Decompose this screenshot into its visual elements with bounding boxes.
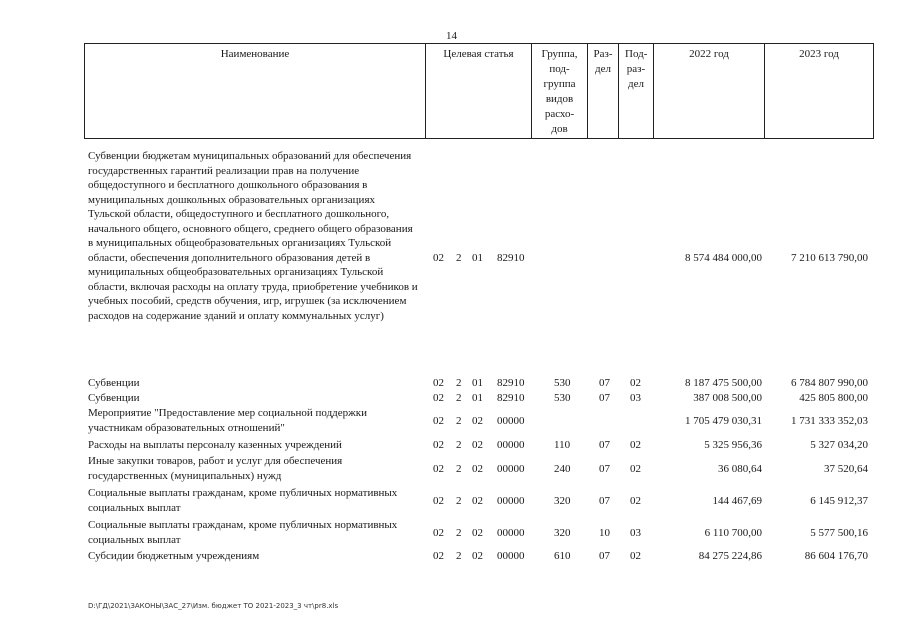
row-group: 110 xyxy=(554,439,571,451)
row-2023: 37 520,64 xyxy=(824,463,868,475)
row-2022: 84 275 224,86 xyxy=(698,550,762,562)
row-section: 07 xyxy=(599,439,610,451)
row-group: 530 xyxy=(554,392,571,404)
row-subsection: 02 xyxy=(630,495,641,507)
row-t2: 2 xyxy=(456,392,462,404)
row-t3: 02 xyxy=(472,550,483,562)
row-2023: 1 731 333 352,03 xyxy=(791,415,868,427)
row-section: 10 xyxy=(599,527,610,539)
row-name: Социальные выплаты гражданам, кроме публичных нормативных социальных выплат xyxy=(88,487,398,514)
row-t2: 2 xyxy=(456,439,462,451)
row-2023: 425 805 800,00 xyxy=(799,392,868,404)
page-number: 14 xyxy=(446,30,457,42)
table-header xyxy=(84,43,874,139)
row-2022: 5 325 956,36 xyxy=(704,439,762,451)
row-t4: 00000 xyxy=(497,550,525,562)
row-subsection: 02 xyxy=(630,439,641,451)
row-t2: 2 xyxy=(456,550,462,562)
row-subsection: 02 xyxy=(630,463,641,475)
row-subsection: 02 xyxy=(630,550,641,562)
row-t1: 02 xyxy=(433,495,444,507)
row-t3: 02 xyxy=(472,439,483,451)
row-name: Субсидии бюджетным учреждениям xyxy=(88,550,260,562)
row-section: 07 xyxy=(599,550,610,562)
row-subsection: 03 xyxy=(630,392,641,404)
row-t2: 2 xyxy=(456,463,462,475)
row-t4: 00000 xyxy=(497,527,525,539)
row-2022: 6 110 700,00 xyxy=(704,527,762,539)
header-2023: 2023 год xyxy=(799,48,839,60)
row-t1: 02 xyxy=(433,463,444,475)
row-2023: 6 784 807 990,00 xyxy=(791,377,868,389)
row-2022: 36 080,64 xyxy=(718,463,762,475)
row-t4: 82910 xyxy=(497,377,525,389)
row-t2: 2 xyxy=(456,415,462,427)
row-t4: 00000 xyxy=(497,495,525,507)
row-2023: 6 145 912,37 xyxy=(810,495,868,507)
row-name: Субвенции бюджетам муниципальных образований для обеспечения государственных гарантий реализации прав на получение общедоступного и бесплатного дошкольного образования в муниципальных дошкольных образовательных организациях Тульской области, общедоступного и бесплатного дошкольного, начального общего, основного общего, среднего общего образования в муниципальных общеобразовательных организациях Тульской области, обеспечения дополнительного образования детей в муниципальных общеобразовательных организациях Тульской области, включая расходы на оплату труда, приобретение учебников и учебных пособий, средств обучения, игр, игрушек (за исключением расходов на содержание зданий и оплату коммунальных услуг) xyxy=(88,150,418,322)
row-t1: 02 xyxy=(433,252,444,264)
header-section: Раз- дел xyxy=(593,48,613,75)
row-t3: 01 xyxy=(472,392,483,404)
row-t2: 2 xyxy=(456,377,462,389)
row-t1: 02 xyxy=(433,392,444,404)
row-t4: 82910 xyxy=(497,252,525,264)
header-subsection: Под- раз- дел xyxy=(625,48,648,90)
header-name: Наименование xyxy=(220,48,290,60)
row-t2: 2 xyxy=(456,495,462,507)
row-t1: 02 xyxy=(433,527,444,539)
row-2023: 86 604 176,70 xyxy=(804,550,868,562)
row-t4: 00000 xyxy=(497,439,525,451)
row-t2: 2 xyxy=(456,252,462,264)
row-t2: 2 xyxy=(456,527,462,539)
row-t3: 01 xyxy=(472,252,483,264)
header-group: Группа, под- группа видов расхо- дов xyxy=(541,48,578,135)
row-section: 07 xyxy=(599,495,610,507)
row-2023: 7 210 613 790,00 xyxy=(791,252,868,264)
row-t1: 02 xyxy=(433,550,444,562)
header-target: Целевая статья xyxy=(443,48,514,60)
row-2022: 144 467,69 xyxy=(712,495,762,507)
row-section: 07 xyxy=(599,392,610,404)
row-subsection: 03 xyxy=(630,527,641,539)
file-path-footer: D:\ГД\2021\ЗАКОНЫ\ЗАС_27\Изм. бюджет ТО 2021-2023_3 чт\pr8.xls xyxy=(88,602,339,610)
row-name: Социальные выплаты гражданам, кроме публичных нормативных социальных выплат xyxy=(88,519,398,546)
row-t3: 01 xyxy=(472,377,483,389)
row-section: 07 xyxy=(599,463,610,475)
row-2022: 8 187 475 500,00 xyxy=(685,377,762,389)
row-section: 07 xyxy=(599,377,610,389)
row-name: Субвенции xyxy=(88,392,140,404)
row-subsection: 02 xyxy=(630,377,641,389)
header-2022: 2022 год xyxy=(689,48,729,60)
row-t4: 00000 xyxy=(497,415,525,427)
row-t1: 02 xyxy=(433,377,444,389)
row-name: Иные закупки товаров, работ и услуг для обеспечения государственных (муниципальных) нужд xyxy=(88,455,343,482)
row-2022: 387 008 500,00 xyxy=(693,392,762,404)
row-2023: 5 327 034,20 xyxy=(810,439,868,451)
row-t3: 02 xyxy=(472,527,483,539)
row-t1: 02 xyxy=(433,415,444,427)
row-group: 320 xyxy=(554,495,571,507)
row-name: Мероприятие "Предоставление мер социальной поддержки участникам образовательных отношений" xyxy=(88,407,367,434)
row-group: 240 xyxy=(554,463,571,475)
row-name: Расходы на выплаты персоналу казенных учреждений xyxy=(88,439,342,451)
row-2022: 8 574 484 000,00 xyxy=(685,252,762,264)
row-2022: 1 705 479 030,31 xyxy=(685,415,762,427)
row-t4: 00000 xyxy=(497,463,525,475)
row-t3: 02 xyxy=(472,463,483,475)
row-t3: 02 xyxy=(472,495,483,507)
row-name: Субвенции xyxy=(88,377,140,389)
row-group: 530 xyxy=(554,377,571,389)
row-group: 320 xyxy=(554,527,571,539)
row-group: 610 xyxy=(554,550,571,562)
row-t1: 02 xyxy=(433,439,444,451)
row-2023: 5 577 500,16 xyxy=(810,527,868,539)
row-t3: 02 xyxy=(472,415,483,427)
row-t4: 82910 xyxy=(497,392,525,404)
